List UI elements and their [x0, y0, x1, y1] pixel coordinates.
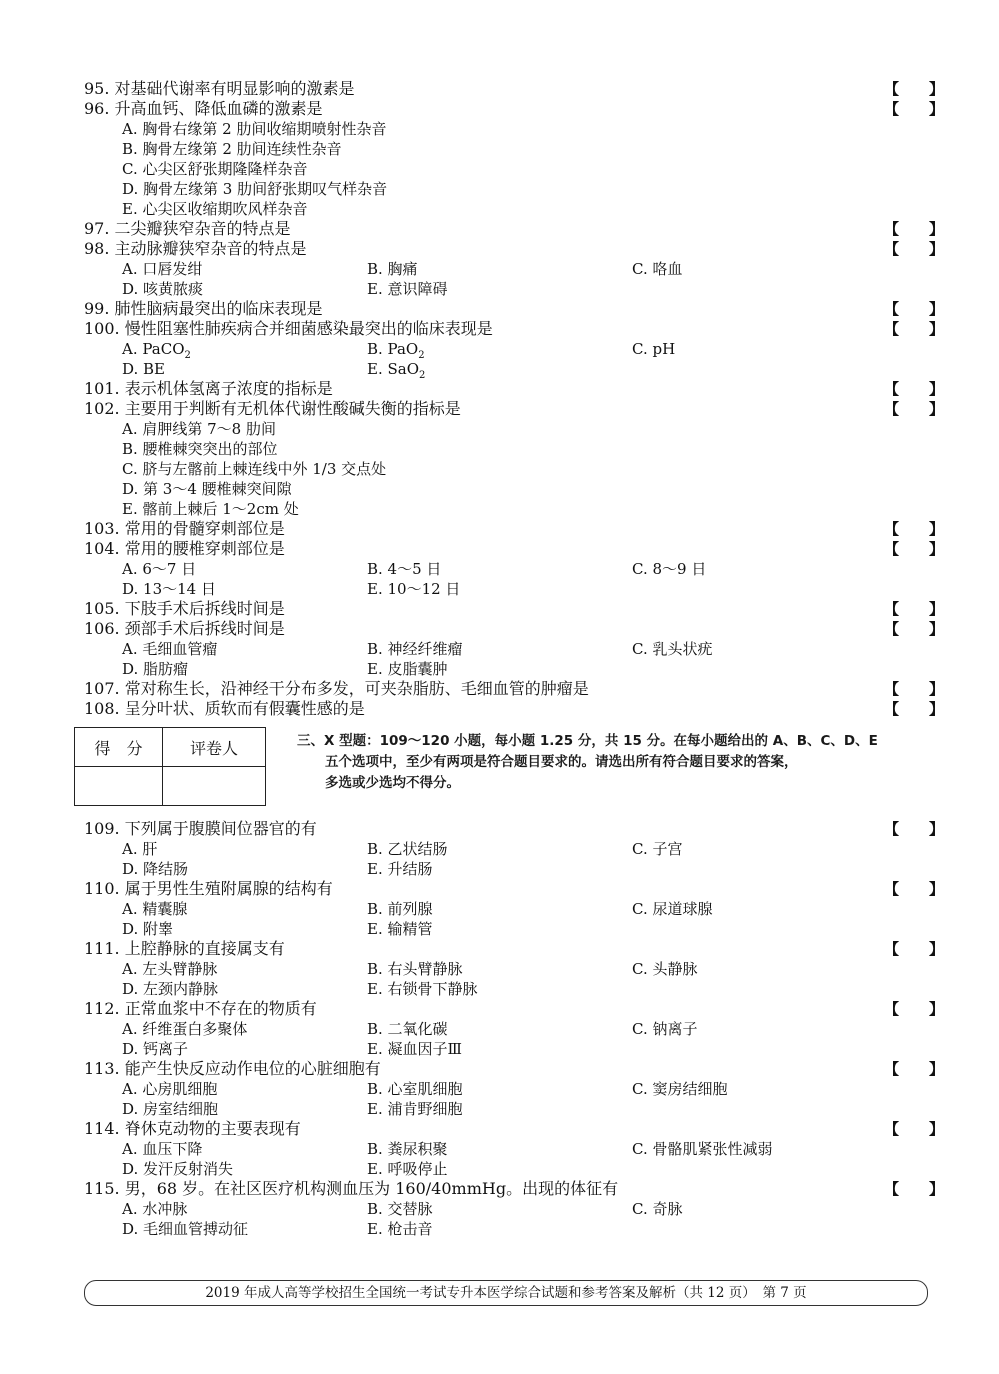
section-3-instructions: [297, 731, 947, 794]
bracket-left: 【: [883, 220, 899, 238]
answer-option: B. 心室肌细胞: [367, 1080, 463, 1098]
page-footer: 2019 年成人高等学校招生全国统一考试专升本医学综合试题和参考答案及解析（共 12 页） 第 7 页: [84, 1280, 928, 1306]
answer-option: E. 凝血因子Ⅲ: [367, 1040, 462, 1058]
bracket-right: 】: [928, 1000, 944, 1018]
question-text: 114. 脊休克动物的主要表现有: [84, 1119, 301, 1138]
answer-option: B. 前列腺: [367, 900, 433, 918]
option-row: [84, 959, 944, 979]
answer-option: D. 左颈内静脉: [122, 980, 219, 998]
option-row: [84, 279, 944, 299]
questions-109-115: [84, 819, 944, 1239]
question-item: [84, 939, 944, 959]
option-row: [84, 359, 944, 379]
bracket-right: 】: [928, 1180, 944, 1198]
bracket-left: 【: [883, 100, 899, 118]
question-text: 105. 下肢手术后拆线时间是: [84, 599, 285, 618]
question-item: [84, 599, 944, 619]
bracket-right: 】: [928, 320, 944, 338]
answer-bracket[interactable]: [884, 319, 944, 339]
question-text: 108. 呈分叶状、质软而有假囊性感的是: [84, 699, 365, 718]
bracket-right: 】: [928, 400, 944, 418]
bracket-right: 】: [928, 540, 944, 558]
answer-bracket[interactable]: [884, 219, 944, 239]
question-item: [84, 1179, 944, 1199]
answer-option: E. 10～12 日: [367, 580, 461, 598]
bracket-right: 】: [928, 220, 944, 238]
option-row: [84, 1039, 944, 1059]
answer-option: D. 毛细血管搏动征: [122, 1220, 249, 1238]
answer-option: E. 枪击音: [367, 1220, 433, 1238]
option-row: [84, 659, 944, 679]
option-subscript: 2: [418, 350, 425, 361]
option-row: [84, 339, 944, 359]
bracket-left: 【: [883, 1060, 899, 1078]
answer-bracket[interactable]: [884, 939, 944, 959]
answer-bracket[interactable]: [884, 519, 944, 539]
bracket-right: 】: [928, 80, 944, 98]
answer-option: C. 钠离子: [632, 1020, 698, 1038]
question-item: [84, 299, 944, 319]
answer-option: C. 咯血: [632, 260, 683, 278]
option-subscript: 2: [184, 350, 191, 361]
answer-option: D. 钙离子: [122, 1040, 189, 1058]
grader-label: 评卷人: [163, 728, 266, 767]
question-item: [84, 239, 944, 259]
bracket-left: 【: [883, 80, 899, 98]
option-main: A. PaCO: [122, 340, 185, 358]
question-text: 111. 上腔静脉的直接属支有: [84, 939, 285, 958]
question-item: [84, 219, 944, 239]
answer-bracket[interactable]: [884, 699, 944, 719]
instruction-line: 三、X 型题：109～120 小题，每小题 1.25 分，共 15 分。在每小题给出的 A、B、C、D、E: [297, 733, 878, 749]
option-row: [84, 1199, 944, 1219]
question-text: 109. 下列属于腹膜间位器官的有: [84, 819, 317, 838]
option-row: [84, 919, 944, 939]
answer-option: C. 骨骼肌紧张性减弱: [632, 1140, 773, 1158]
grader-cell[interactable]: [163, 767, 266, 806]
answer-option: B. 粪尿积聚: [367, 1140, 448, 1158]
answer-bracket[interactable]: [884, 539, 944, 559]
answer-option: [122, 359, 165, 379]
option-subscript: 2: [419, 370, 426, 381]
score-label: 得 分: [75, 728, 163, 767]
answer-option: C. 尿道球腺: [632, 900, 713, 918]
answer-bracket[interactable]: [884, 1119, 944, 1139]
answer-option: C. 乳头状疣: [632, 640, 713, 658]
question-item: [84, 539, 944, 559]
answer-option: E. 升结肠: [367, 860, 433, 878]
bracket-left: 【: [883, 1120, 899, 1138]
bracket-left: 【: [883, 940, 899, 958]
option-row: [84, 1019, 944, 1039]
answer-bracket[interactable]: [884, 1179, 944, 1199]
instruction-line: 多选或少选均不得分。: [325, 775, 460, 791]
question-item: [84, 319, 944, 339]
question-text: 110. 属于男性生殖附属腺的结构有: [84, 879, 333, 898]
bracket-right: 】: [928, 620, 944, 638]
option-row: [84, 899, 944, 919]
answer-bracket[interactable]: [884, 399, 944, 419]
answer-option: A. 肝: [122, 840, 158, 858]
option-main: C. pH: [632, 340, 676, 358]
answer-bracket[interactable]: [884, 299, 944, 319]
answer-bracket[interactable]: [884, 79, 944, 99]
answer-option: E. 右锁骨下静脉: [367, 980, 478, 998]
question-item: [84, 79, 944, 99]
answer-option: A. 精囊腺: [122, 900, 188, 918]
bracket-left: 【: [883, 1180, 899, 1198]
answer-option: E. 髂前上棘后 1～2cm 处: [122, 500, 299, 518]
answer-option: [632, 339, 675, 359]
bracket-right: 】: [928, 680, 944, 698]
bracket-left: 【: [883, 320, 899, 338]
bracket-left: 【: [883, 400, 899, 418]
question-item: [84, 879, 944, 899]
bracket-right: 】: [928, 380, 944, 398]
option-row: [84, 1219, 944, 1239]
question-item: [84, 699, 944, 719]
answer-option: C. 子宫: [632, 840, 683, 858]
answer-option: [367, 339, 425, 359]
option-row: [84, 639, 944, 659]
bracket-left: 【: [883, 700, 899, 718]
answer-option: E. 浦肯野细胞: [367, 1100, 463, 1118]
section-3-header: [84, 727, 944, 819]
bracket-right: 】: [928, 520, 944, 538]
score-cell[interactable]: [75, 767, 163, 806]
answer-option: A. 6～7 日: [122, 560, 197, 578]
option-row: [84, 1159, 944, 1179]
question-text: 112. 正常血浆中不存在的物质有: [84, 999, 317, 1018]
bracket-left: 【: [883, 600, 899, 618]
question-item: [84, 399, 944, 419]
answer-option: E. 输精管: [367, 920, 433, 938]
answer-option: D. 附睾: [122, 920, 174, 938]
bracket-right: 】: [928, 820, 944, 838]
answer-option: D. 房室结细胞: [122, 1100, 219, 1118]
question-item: [84, 99, 944, 119]
answer-option: B. 腰椎棘突突出的部位: [122, 440, 278, 458]
question-item: [84, 999, 944, 1019]
answer-option: C. 头静脉: [632, 960, 698, 978]
bracket-left: 【: [883, 1000, 899, 1018]
question-text: 113. 能产生快反应动作电位的心脏细胞有: [84, 1059, 381, 1078]
instruction-line: 五个选项中，至少有两项是符合题目要求的。请选出所有符合题目要求的答案，: [325, 754, 798, 770]
answer-option: E. 意识障碍: [367, 280, 448, 298]
question-text: 107. 常对称生长，沿神经干分布多发，可夹杂脂肪、毛细血管的肿瘤是: [84, 679, 589, 698]
option-main: B. PaO: [367, 340, 419, 358]
option-row: [84, 1139, 944, 1159]
question-text: 95. 对基础代谢率有明显影响的激素是: [84, 79, 355, 98]
bracket-left: 【: [883, 380, 899, 398]
answer-option: C. 8～9 日: [632, 560, 707, 578]
bracket-right: 】: [928, 600, 944, 618]
answer-bracket[interactable]: [884, 679, 944, 699]
question-item: [84, 379, 944, 399]
bracket-right: 】: [928, 940, 944, 958]
answer-option: A. 口唇发绀: [122, 260, 203, 278]
exam-content: [84, 79, 944, 1239]
answer-option: A. 毛细血管瘤: [122, 640, 218, 658]
bracket-right: 】: [928, 880, 944, 898]
option-row: [84, 579, 944, 599]
answer-option: D. 降结肠: [122, 860, 189, 878]
question-text: 96. 升高血钙、降低血磷的激素是: [84, 99, 323, 118]
question-text: 98. 主动脉瓣狭窄杂音的特点是: [84, 239, 307, 258]
answer-option: D. 第 3～4 腰椎棘突间隙: [122, 480, 292, 498]
bracket-right: 】: [928, 1060, 944, 1078]
answer-option: B. 右头臂静脉: [367, 960, 463, 978]
question-text: 106. 颈部手术后拆线时间是: [84, 619, 285, 638]
question-item: [84, 519, 944, 539]
answer-option: B. 胸骨左缘第 2 肋间连续性杂音: [122, 140, 342, 158]
answer-bracket[interactable]: [884, 999, 944, 1019]
answer-option: A. 心房肌细胞: [122, 1080, 218, 1098]
answer-option: C. 心尖区舒张期隆隆样杂音: [122, 160, 308, 178]
answer-option: E. 皮脂囊肿: [367, 660, 448, 678]
answer-bracket[interactable]: [884, 379, 944, 399]
question-item: [84, 819, 944, 839]
bracket-left: 【: [883, 300, 899, 318]
answer-option: A. 纤维蛋白多聚体: [122, 1020, 248, 1038]
option-row: [84, 259, 944, 279]
answer-option: C. 窦房结细胞: [632, 1080, 728, 1098]
option-main: D. BE: [122, 360, 166, 378]
answer-option: B. 神经纤维瘤: [367, 640, 463, 658]
answer-option: D. 发汗反射消失: [122, 1160, 234, 1178]
answer-option: A. 水冲脉: [122, 1200, 188, 1218]
answer-option: D. 咳黄脓痰: [122, 280, 204, 298]
answer-bracket[interactable]: [884, 599, 944, 619]
answer-bracket[interactable]: [884, 239, 944, 259]
option-row: [84, 839, 944, 859]
question-text: 102. 主要用于判断有无机体代谢性酸碱失衡的指标是: [84, 399, 461, 418]
question-text: 99. 肺性脑病最突出的临床表现是: [84, 299, 323, 318]
option-row: [84, 979, 944, 999]
answer-option: C. 脐与左髂前上棘连线中外 1/3 交点处: [122, 460, 387, 478]
answer-option: B. 4～5 日: [367, 560, 442, 578]
question-text: 104. 常用的腰椎穿刺部位是: [84, 539, 285, 558]
answer-option: D. 脂肪瘤: [122, 660, 189, 678]
bracket-right: 】: [928, 300, 944, 318]
answer-option: B. 二氧化碳: [367, 1020, 448, 1038]
bracket-right: 】: [928, 700, 944, 718]
answer-bracket[interactable]: [884, 879, 944, 899]
bracket-left: 【: [883, 680, 899, 698]
option-row: [84, 559, 944, 579]
answer-option: A. 血压下降: [122, 1140, 203, 1158]
score-table: [74, 727, 266, 806]
question-text: 103. 常用的骨髓穿刺部位是: [84, 519, 285, 538]
answer-bracket[interactable]: [884, 99, 944, 119]
questions-95-108: [84, 79, 944, 719]
question-item: [84, 679, 944, 699]
question-text: 101. 表示机体氢离子浓度的指标是: [84, 379, 333, 398]
bracket-left: 【: [883, 620, 899, 638]
question-item: [84, 1119, 944, 1139]
answer-option: D. 胸骨左缘第 3 肋间舒张期叹气样杂音: [122, 180, 388, 198]
answer-option: A. 胸骨右缘第 2 肋间收缩期喷射性杂音: [122, 120, 387, 138]
bracket-left: 【: [883, 820, 899, 838]
answer-bracket[interactable]: [884, 1059, 944, 1079]
answer-bracket[interactable]: [884, 619, 944, 639]
answer-option: C. 奇脉: [632, 1200, 683, 1218]
option-row: [84, 1099, 944, 1119]
bracket-right: 】: [928, 100, 944, 118]
option-main: E. SaO: [367, 360, 420, 378]
answer-option: A. 肩胛线第 7～8 肋间: [122, 420, 276, 438]
answer-option: E. 呼吸停止: [367, 1160, 448, 1178]
question-item: [84, 619, 944, 639]
answer-option: B. 乙状结肠: [367, 840, 448, 858]
bracket-left: 【: [883, 240, 899, 258]
question-text: 100. 慢性阻塞性肺疾病合并细菌感染最突出的临床表现是: [84, 319, 493, 338]
bracket-left: 【: [883, 540, 899, 558]
question-text: 97. 二尖瓣狭窄杂音的特点是: [84, 219, 291, 238]
answer-option: A. 左头臂静脉: [122, 960, 218, 978]
bracket-right: 】: [928, 1120, 944, 1138]
bracket-left: 【: [883, 520, 899, 538]
option-row: [84, 1079, 944, 1099]
question-item: [84, 1059, 944, 1079]
answer-option: D. 13～14 日: [122, 580, 216, 598]
question-text: 115. 男，68 岁。在社区医疗机构测血压为 160/40mmHg。出现的体征有: [84, 1179, 619, 1198]
answer-option: E. 心尖区收缩期吹风样杂音: [122, 200, 308, 218]
answer-option: B. 交替脉: [367, 1200, 433, 1218]
bracket-right: 】: [928, 240, 944, 258]
answer-option: B. 胸痛: [367, 260, 418, 278]
option-row: [84, 859, 944, 879]
answer-option: [367, 359, 425, 379]
answer-option: [122, 339, 191, 359]
answer-bracket[interactable]: [884, 819, 944, 839]
bracket-left: 【: [883, 880, 899, 898]
